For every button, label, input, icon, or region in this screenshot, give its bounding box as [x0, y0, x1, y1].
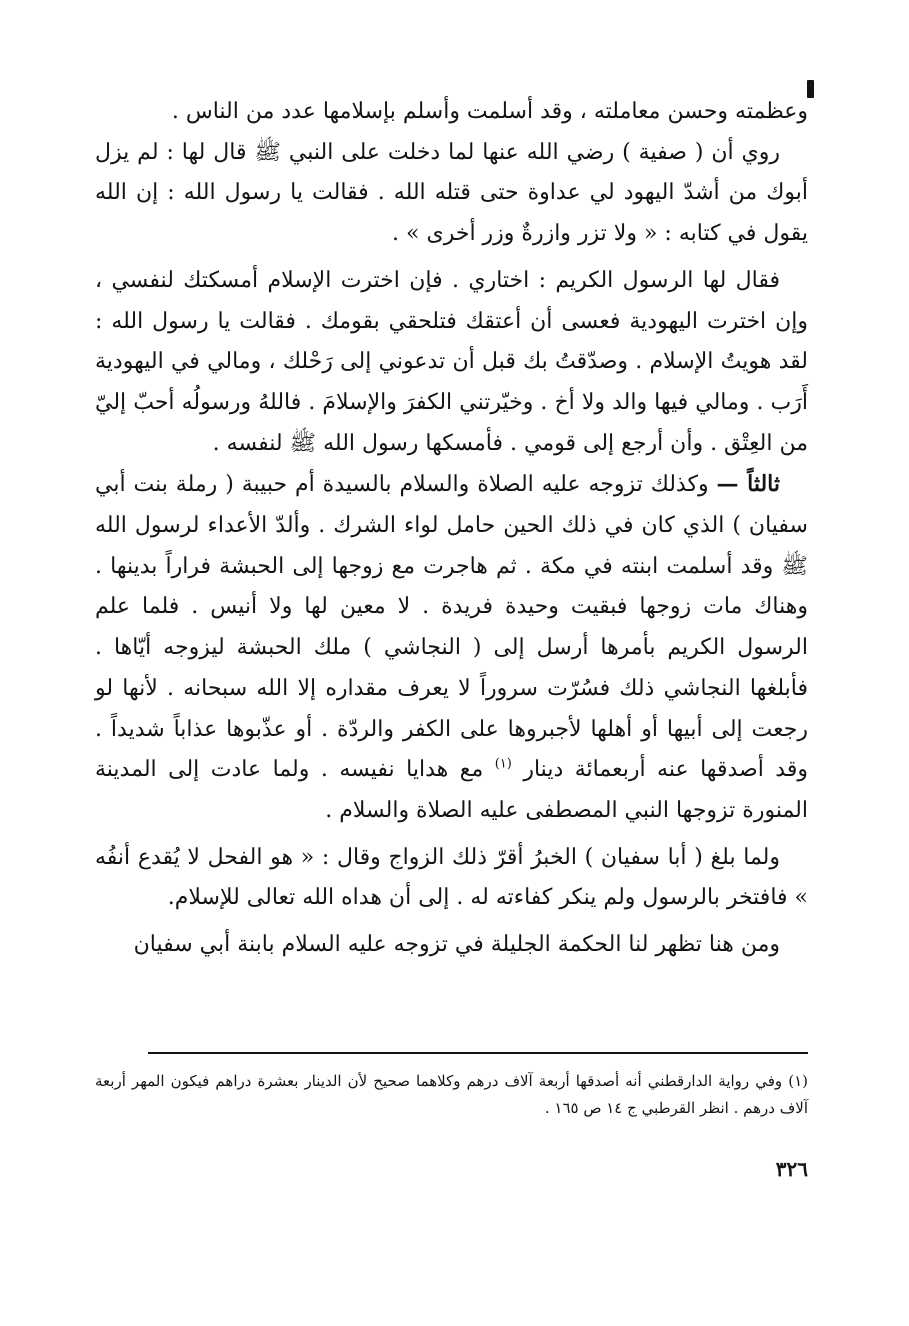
body-text — [95, 92, 808, 966]
corner-mark — [807, 80, 814, 98]
paragraph-1: وعظمته وحسن معاملته ، وقد أسلمت وأسلم بإسلامها عدد من الناس . — [171, 99, 808, 124]
book-page — [95, 92, 808, 1222]
paragraph-4 — [95, 464, 808, 831]
paragraph-4-tail: مع هدايا نفيسه . ولما عادت إلى المدينة المنورة تزوجها النبي المصطفى عليه الصلاة والسلام . — [95, 757, 808, 823]
paragraph-6: ومن هنا تظهر لنا الحكمة الجليلة في تزوجه عليه السلام بابنة أبي سفيان — [133, 932, 780, 958]
paragraph-2: روي أن ( صفية ) رضي الله عنها لما دخلت على النبي ﷺ قال لها : لم يزل أبوك من أشدّ اليهود لي عداوة حتى قتله الله . فقالت يا رسول الله : إن الله يقول في كتابه : « ولا تزر وازرةٌ وزر أخرى » . — [95, 139, 808, 247]
paragraph-5: ولما بلغ ( أبا سفيان ) الخبرُ أقرّ ذلك الزواج وقال : « هو الفحل لا يُقدع أنفُه » فافتخر بالرسول ولم ينكر كفاءته له . إلى أن هداه الله تعالى للإسلام. — [95, 844, 808, 911]
footnote-marker: (١) — [494, 756, 512, 772]
section-lead-word: ثالثاً — — [716, 471, 781, 498]
footnote-1: (١) وفي رواية الدارقطني أنه أصدقها أربعة آلاف درهم وكلاهما صحيح لأن الدينار بعشرة دراهم فيكون المهر أربعة آلاف درهم . انظر القرطبي ج ١٤ ص ١٦٥ . — [95, 1072, 808, 1117]
paragraph-3: فقال لها الرسول الكريم : اختاري . فإن اخترت الإسلام أمسكتك لنفسي ، وإن اخترت اليهودية فعسى أن أعتقك فتلحقي بقومك . فقالت يا رسول الله : لقد هويتُ الإسلام . وصدّقتُ بك قبل أن تدعوني إلى رَحْلك ، ومالي في اليهودية أَرَب . ومالي فيها والد ولا أخ . وخيّرتني الكفرَ والإسلامَ . فاللهُ ورسولُه أحبّ إليّ من العِتْق . وأن أرجع إلى قومي . فأمسكها رسول الله ﷺ لنفسه . — [95, 267, 808, 456]
footnotes — [95, 1068, 808, 1122]
footnote-divider — [148, 1052, 808, 1054]
page-number: ٣٢٦ — [775, 1157, 808, 1181]
paragraph-4-text: وكذلك تزوجه عليه الصلاة والسلام بالسيدة أم حبيبة ( رملة بنت أبي سفيان ) الذي كان في ذلك الحين حامل لواء الشرك . وألدّ الأعداء لرسول الله ﷺ وقد أسلمت ابنته في مكة . ثم هاجرت مع زوجها إلى الحبشة فراراً بدينها . وهناك مات زوجها فبقيت وحيدة فريدة . لا معين لها ولا أنيس . فلما علم الرسول الكريم بأمرها أرسل إلى ( النجاشي ) ملك الحبشة ليزوجه أيّاها . فأبلغها النجاشي ذلك فسُرّت سروراً لا يعرف مقداره إلا الله سبحانه . لأنها لو رجعت إلى أبيها أو أهلها لأجبروها على الكفر والردّة . أو عذّبوها عذاباً شديداً . وقد أصدقها عنه أربعمائة دينار — [95, 472, 808, 783]
